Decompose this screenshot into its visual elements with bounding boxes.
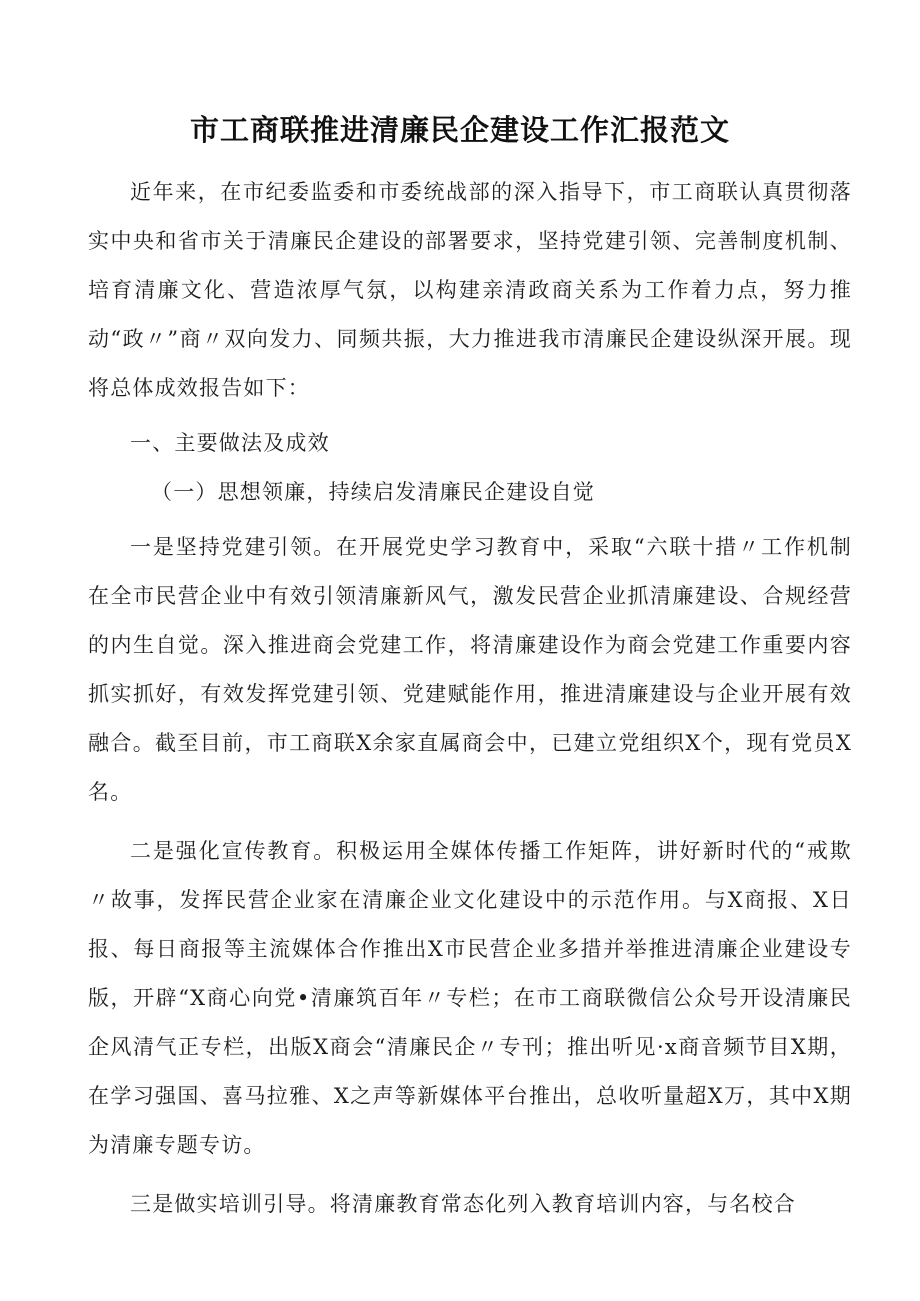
paragraph-publicity-education: 二是强化宣传教育。积极运用全媒体传播工作矩阵，讲好新时代的“戒欺〃故事，发挥民营企业家在清廉企业文化建设中的示范作用。与X商报、X日报、每日商报等主流媒体合作推出X市民营企业多措并举推进清廉企业建设专版，开辟“X商心向党•清廉筑百年〃专栏；在市工商联微信公众号开设清廉民企风清气正专栏，出版X商会“清廉民企〃专刊；推出听见·x商音频节目X期，在学习强国、喜马拉雅、X之声等新媒体平台推出，总收听量超X万，其中X期为清廉专题专访。 [88, 839, 852, 1157]
document-body [88, 168, 852, 1229]
subsection-heading-1: （一）思想领廉，持续启发清廉民企建设自觉 [151, 480, 595, 504]
paragraph-training-guidance: 三是做实培训引导。将清廉教育常态化列入教育培训内容，与名校合 [130, 1192, 796, 1216]
intro-paragraph: 近年来，在市纪委监委和市委统战部的深入指导下，市工商联认真贯彻落实中央和省市关于清廉民企建设的部署要求，坚持党建引领、完善制度机制、培育清廉文化、营造浓厚气氛，以构建亲清政商关系为工作着力点，努力推动“政〃”商〃双向发力、同频共振，大力推进我市清廉民企建设纵深开展。现将总体成效报告如下： [88, 180, 852, 400]
paragraph-party-leadership: 一是坚持党建引领。在开展党史学习教育中，采取“六联十措〃工作机制在全市民营企业中有效引领清廉新风气，激发民营企业抓清廉建设、合规经营的内生自觉。深入推进商会党建工作，将清廉建设作为商会党建工作重要内容抓实抓好，有效发挥党建引领、党建赋能作用，推进清廉建设与企业开展有效融合。截至目前，市工商联X余家直属商会中，已建立党组织X个，现有党员X名。 [88, 535, 852, 804]
section-heading-1: 一、主要做法及成效 [130, 431, 330, 455]
document-title: 市工商联推进清廉民企建设工作汇报范文 [189, 113, 730, 147]
